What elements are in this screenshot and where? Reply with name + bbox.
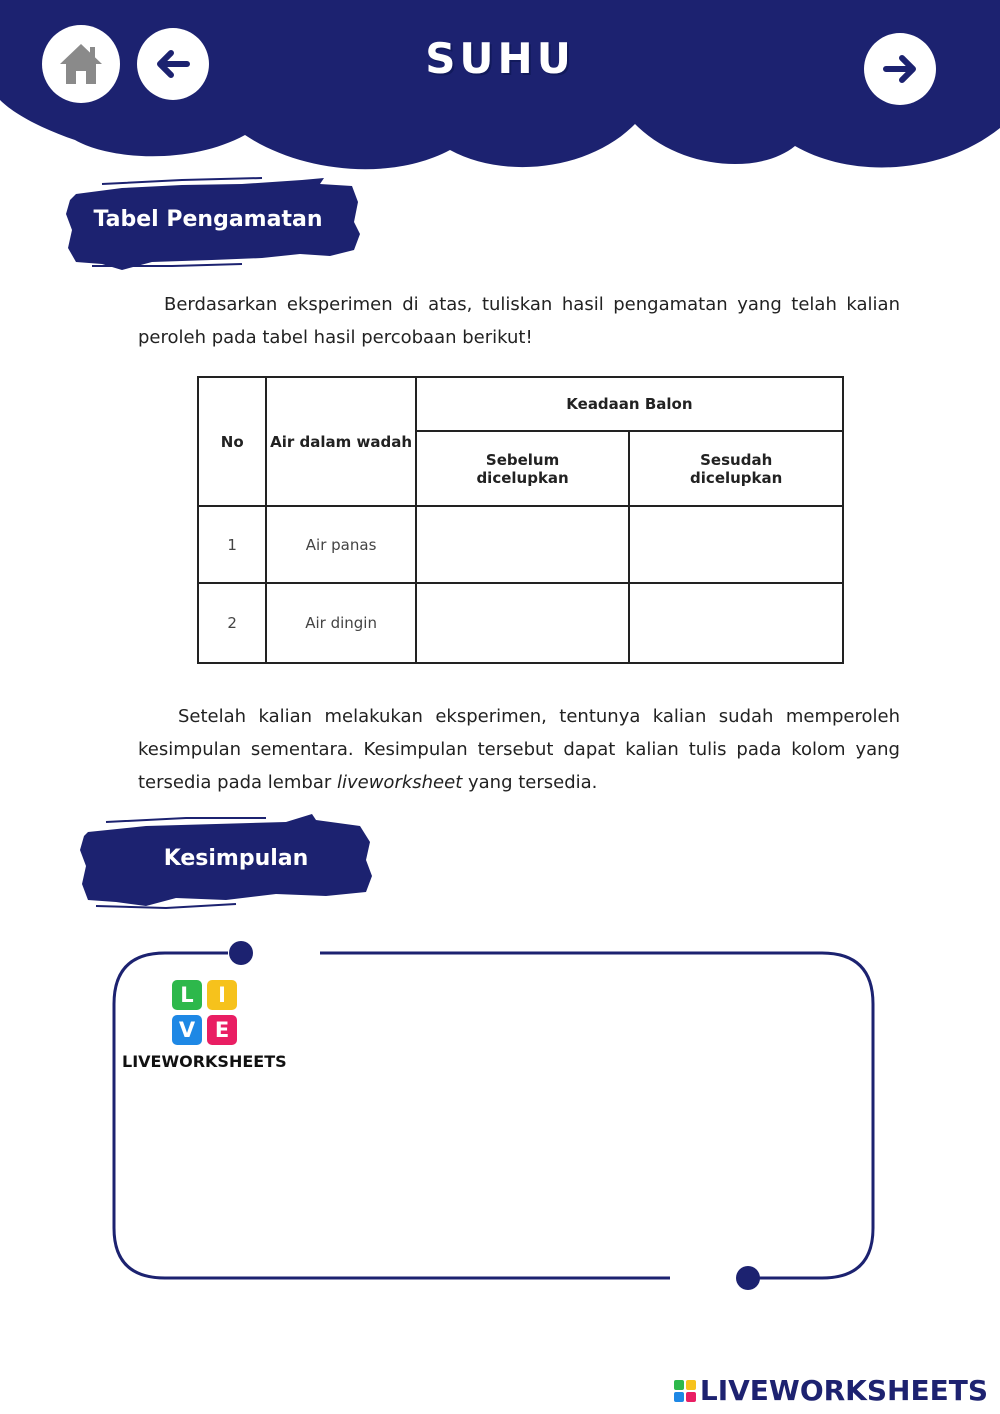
table-row [198,583,843,663]
logo-tile-v: V [172,1015,202,1045]
footer-brand [674,1374,988,1407]
row-water: Air dingin [266,583,415,663]
table-row [198,506,843,583]
conclusion-intro-italic: liveworksheet [336,772,463,793]
header-no: No [198,377,266,506]
answer-cell-before[interactable] [416,506,630,583]
header-before: Sebelum dicelupkan [416,431,630,506]
logo-tile-l: L [172,980,202,1010]
page-title: SUHU [425,34,575,83]
logo-tile-i: I [207,980,237,1010]
answer-cell-before[interactable] [416,583,630,663]
conclusion-intro-end: yang tersedia. [462,772,598,793]
answer-cell-after[interactable] [629,506,843,583]
row-no: 1 [198,506,266,583]
section-title-observation: Tabel Pengamatan [93,207,323,232]
row-water: Air panas [266,506,415,583]
conclusion-intro-text: Setelah kalian melakukan eksperimen, tentunya kalian sudah memperoleh kesimpulan sementara. Kesimpulan tersebut dapat kalian tulis pada kolom yang tersedia pada lembar [138,706,900,793]
liveworksheets-logo-text: LIVEWORKSHEETS [122,1052,287,1071]
header-balloon-state: Keadaan Balon [416,377,843,431]
conclusion-intro [138,700,900,799]
section-title-conclusion: Kesimpulan [163,846,309,871]
row-no: 2 [198,583,266,663]
header-water: Air dalam wadah [266,377,415,506]
footer-brand-text: LIVEWORKSHEETS [699,1374,988,1407]
header-after: Sesudah dicelupkan [629,431,843,506]
observation-intro-text: Berdasarkan eksperimen di atas, tuliskan hasil pengamatan yang telah kalian peroleh pada tabel hasil percobaan berikut! [138,294,900,348]
footer-logo-icon [674,1380,696,1402]
answer-cell-after[interactable] [629,583,843,663]
observation-intro [138,288,900,354]
logo-tile-e: E [207,1015,237,1045]
conclusion-answer-text [310,990,850,1250]
observation-table [197,376,844,664]
